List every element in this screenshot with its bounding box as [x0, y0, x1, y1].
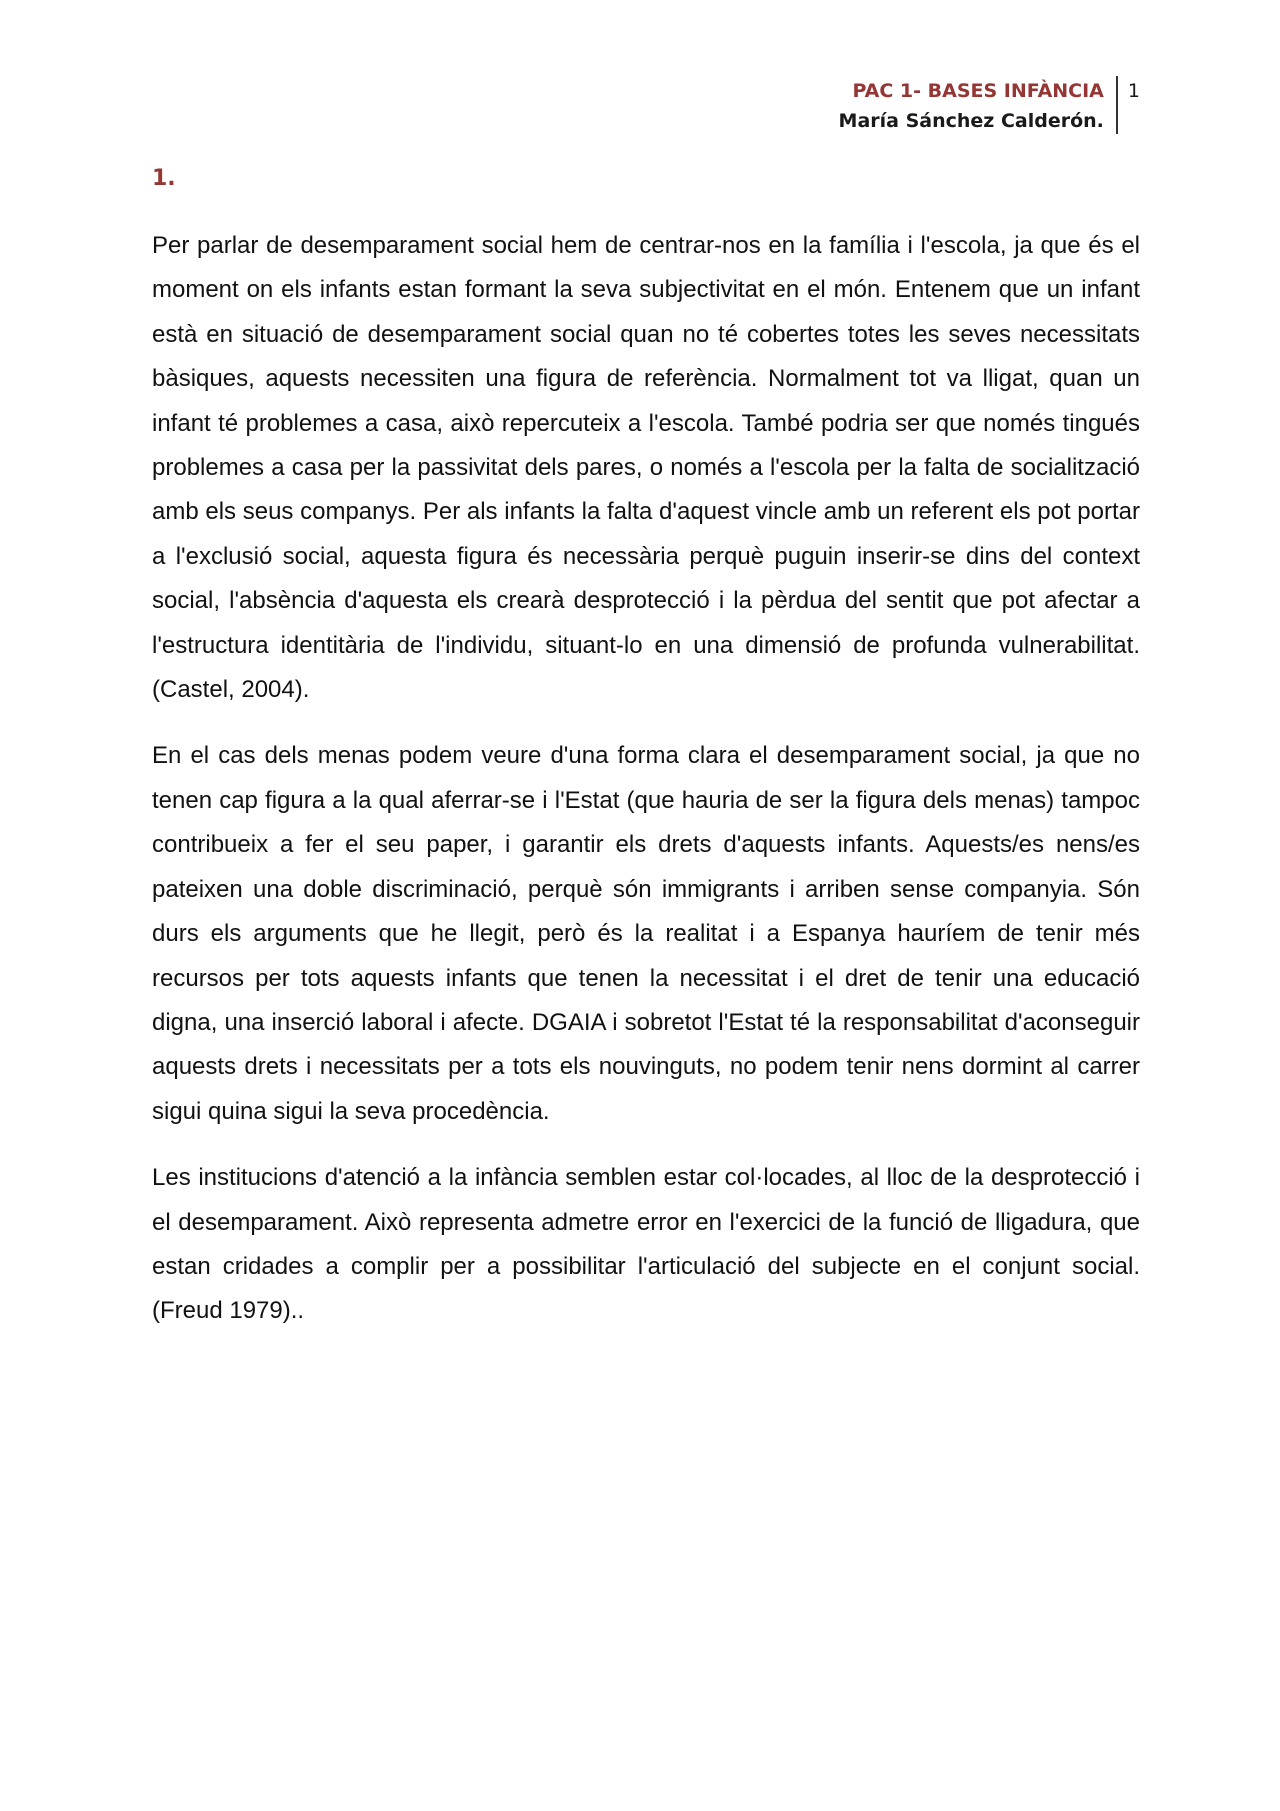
- header-text-block: [839, 76, 1116, 136]
- header-title: PAC 1- BASES INFÀNCIA: [852, 80, 1104, 102]
- page-number: 1: [1127, 80, 1140, 102]
- body-text: [152, 224, 1140, 1356]
- page-header: [839, 76, 1140, 136]
- section-heading: 1.: [152, 166, 176, 191]
- paragraph-1: Per parlar de desemparament social hem de centrar-nos en la família i l'escola, ja que és el moment on els infants estan formant la seva subjectivitat en el món. Entenem que un infant està en situació de desemparament social quan no té cobertes totes les seves necessitats bàsiques, aquests necessiten una figura de referència. Normalment tot va lligat, quan un infant té problemes a casa, això repercuteix a l'escola. També podria ser que només tingués problemes a casa per la passivitat dels pares, o només a l'escola per la falta de socialització amb els seus companys. Per als infants la falta d'aquest vincle amb un referent els pot portar a l'exclusió social, aquesta figura és necessària perquè puguin inserir-se dins del context social, l'absència d'aquesta els crearà desprotecció i la pèrdua del sentit que pot afectar a l'estructura identitària de l'individu, situant-lo en una dimensió de profunda vulnerabilitat. (Castel, 2004).: [152, 232, 1140, 704]
- paragraph-3: Les institucions d'atenció a la infància semblen estar col·locades, al lloc de la desprotecció i el desemparament. Això representa admetre error en l'exercici de la funció de lligadura, que estan cridades a complir per a possibilitar l'articulació del subjecte en el conjunt social. (Freud 1979)..: [152, 1164, 1140, 1325]
- paragraph-2: En el cas dels menas podem veure d'una forma clara el desemparament social, ja que no tenen cap figura a la qual aferrar-se i l'Estat (que hauria de ser la figura dels menas) tampoc contribueix a fer el seu paper, i garantir els drets d'aquests infants. Aquests/es nens/es pateixen una doble discriminació, perquè són immigrants i arriben sense companyia. Són durs els arguments que he llegit, però és la realitat i a Espanya hauríem de tenir més recursos per tots aquests infants que tenen la necessitat i el dret de tenir una educació digna, una inserció laboral i afecte. DGAIA i sobretot l'Estat té la responsabilitat d'aconseguir aquests drets i necessitats per a tots els nouvinguts, no podem tenir nens dormint al carrer sigui quina sigui la seva procedència.: [152, 742, 1140, 1125]
- header-author: María Sánchez Calderón.: [838, 110, 1104, 132]
